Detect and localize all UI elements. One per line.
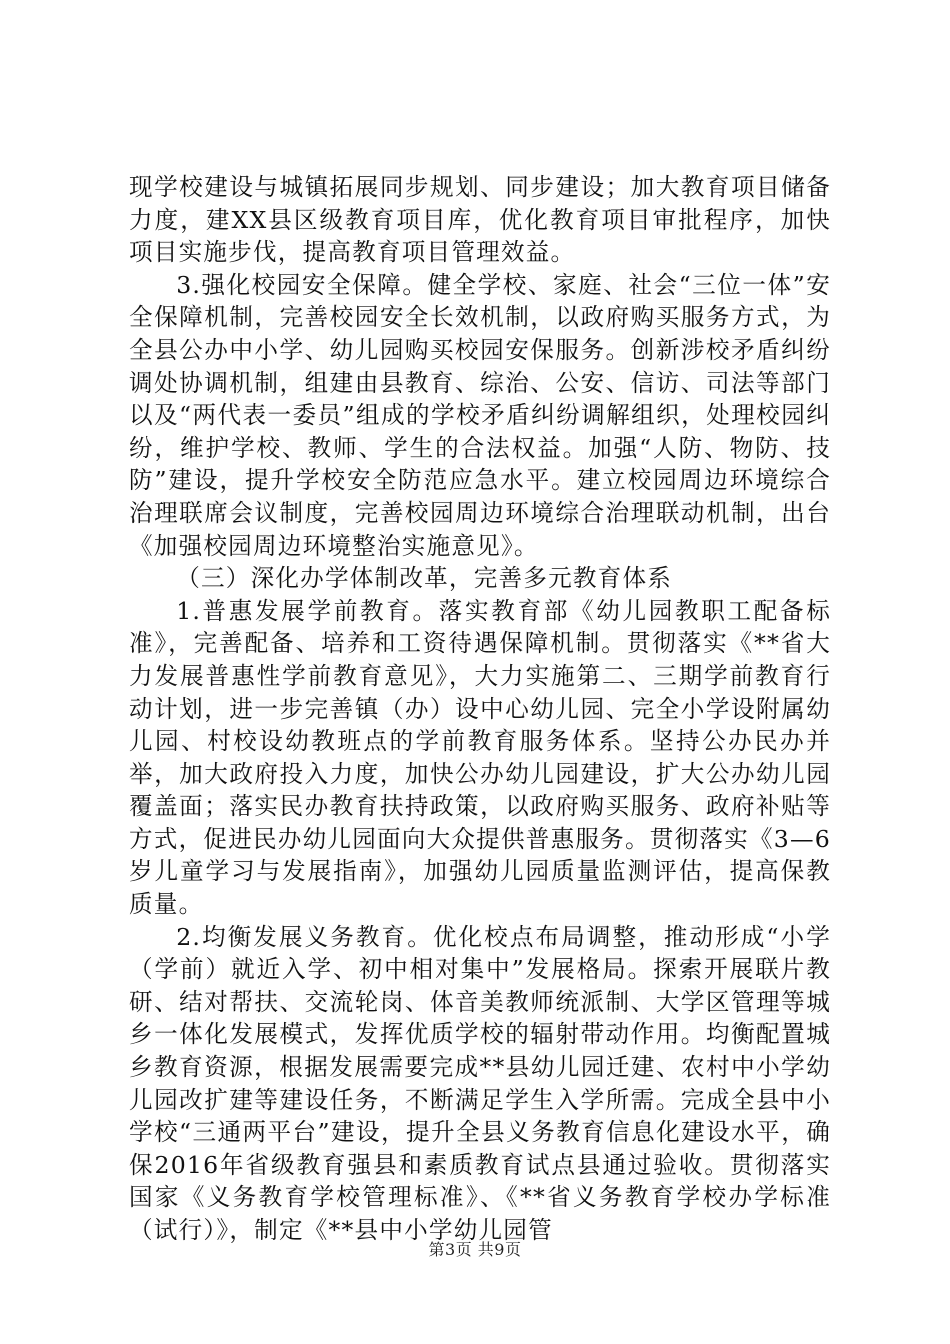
section-heading: （三）深化办学体制改革，完善多元教育体系 (176, 564, 673, 593)
page-number-footer: 第3页 共9页 (428, 1240, 522, 1259)
paragraph-campus-safety: 3.强化校园安全保障。健全学校、家庭、社会“三位一体”安全保障机制，完善校园安全长效机制，以政府购买服务方式，为全县公办中小学、幼儿园购买校园安保服务。创新涉校矛盾纠纷调处协调机制，组建由县教育、综治、公安、信访、司法等部门以及“两代表一委员”组成的学校矛盾纠纷调解组织，处理校园纠纷，维护学校、教师、学生的合法权益。加强“人防、物防、技防”建设，提升学校安全防范应急水平。建立校园周边环境综合治理联席会议制度，完善校园周边环境综合治理联动机制，出台《加强校园周边环境整治实施意见》。 (129, 270, 831, 560)
paragraph-continuation: 现学校建设与城镇拓展同步规划、同步建设；加大教育项目储备力度，建XX县区级教育项目库，优化教育项目审批程序，加快项目实施步伐，提高教育项目管理效益。 (129, 173, 831, 267)
paragraph-preschool-education: 1.普惠发展学前教育。落实教育部《幼儿园教职工配备标准》，完善配备、培养和工资待遇保障机制。贯彻落实《**省大力发展普惠性学前教育意见》，大力实施第二、三期学前教育行动计划，进一步完善镇（办）设中心幼儿园、完全小学设附属幼儿园、村校设幼教班点的学前教育服务体系。坚持公办民办并举，加大政府投入力度，加快公办幼儿园建设，扩大公办幼儿园覆盖面；落实民办教育扶持政策，以政府购买服务、政府补贴等方式，促进民办幼儿园面向大众提供普惠服务。贯彻落实《3—6岁儿童学习与发展指南》，加强幼儿园质量监测评估，提高保教质量。 (129, 596, 831, 919)
paragraph-compulsory-education: 2.均衡发展义务教育。优化校点布局调整，推动形成“小学（学前）就近入学、初中相对集中”发展格局。探索开展联片教研、结对帮扶、交流轮岗、体音美教师统派制、大学区管理等城乡一体化发展模式，发挥优质学校的辐射带动作用。均衡配置城乡教育资源，根据发展需要完成**县幼儿园迁建、农村中小学幼儿园改扩建等建设任务，不断满足学生入学所需。完成全县中小学校“三通两平台”建设，提升全县义务教育信息化建设水平，确保2016年省级教育强县和素质教育试点县通过验收。贯彻落实国家《义务教育学校管理标准》、《**省义务教育学校办学标准（试行）》，制定《**县中小学幼儿园管 (129, 922, 831, 1244)
document-body (129, 171, 831, 1247)
